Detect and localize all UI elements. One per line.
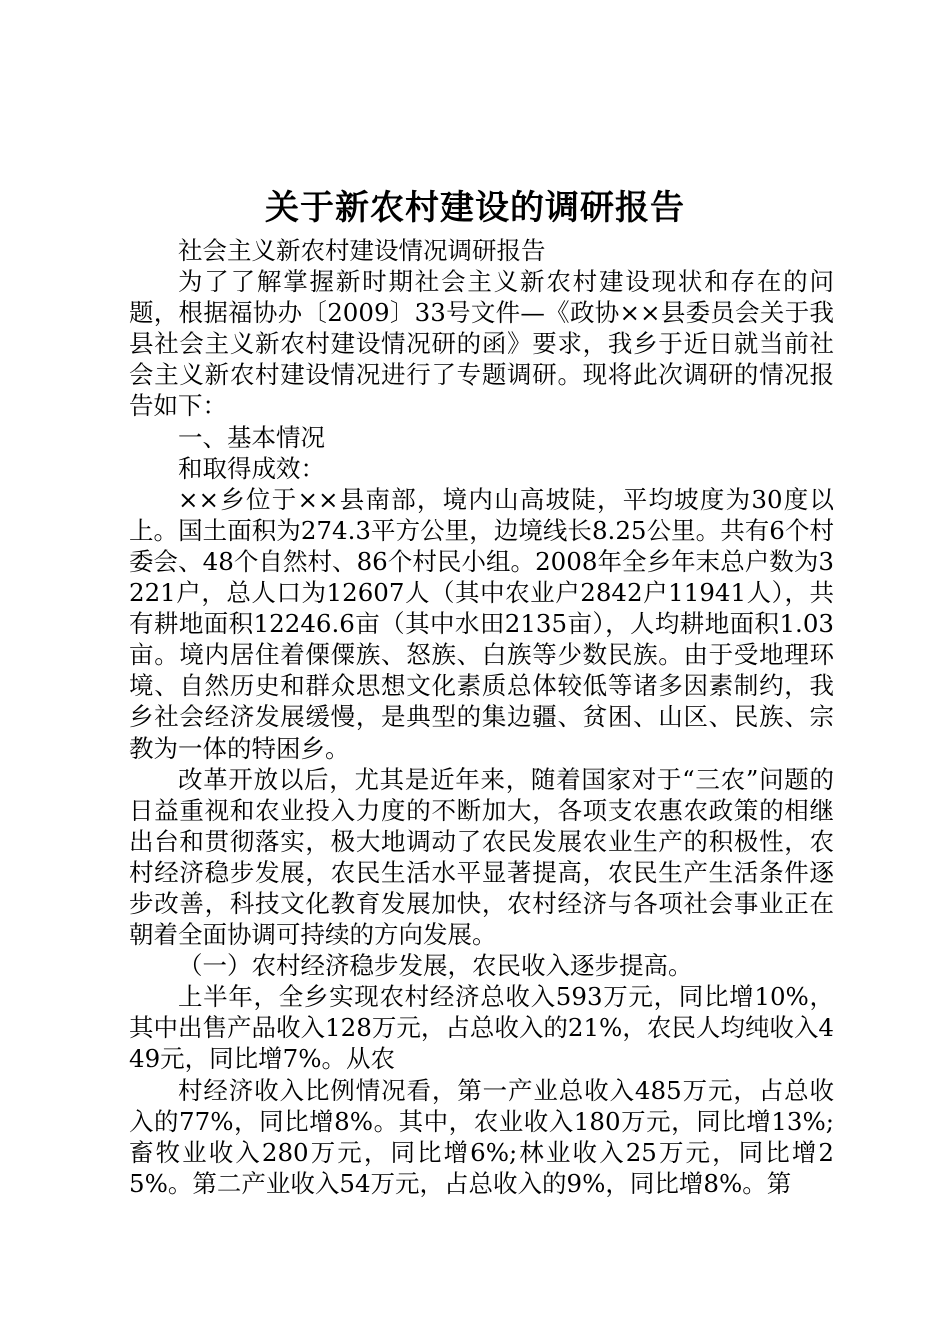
- subsection-heading-economy: （一）农村经济稳步发展，农民收入逐步提高。: [178, 951, 693, 981]
- document-title: 关于新农村建设的调研报告: [265, 188, 685, 228]
- paragraph-income-structure: 村经济收入比例情况看，第一产业总收入485万元，占总收入的77%，同比增8%。其中，农业收入180万元，同比增13%;畜牧业收入280万元，同比增6%;林业收入25万元，同比增25%。第二产业收入54万元，占总收入的9%，同比增8%。第: [129, 1075, 834, 1198]
- paragraph-intro: 为了了解掌握新时期社会主义新农村建设现状和存在的问题，根据福协办〔2009〕33号文件—《政协××县委员会关于我县社会主义新农村建设情况研的函》要求，我乡于近日就当前社会主义新农村建设情况进行了专题调研。现将此次调研的情况报告如下：: [129, 267, 834, 421]
- document-body: [129, 235, 834, 1199]
- paragraph-subtitle: 社会主义新农村建设情况调研报告: [178, 236, 546, 265]
- paragraph-township-overview: ××乡位于××县南部，境内山高坡陡，平均坡度为30度以上。国土面积为274.3平方公里，边境线长8.25公里。共有6个村委会、48个自然村、86个村民小组。2008年全乡年末总户数为3221户，总人口为12607人（其中农业户2842户11941人），共有耕地面积12246.6亩（其中水田2135亩），人均耕地面积1.03亩。境内居住着傈僳族、怒族、白族等少数民族。由于受地理环境、自然历史和群众思想文化素质总体较低等诸多因素制约，我乡社会经济发展缓慢，是典型的集边疆、贫困、山区、民族、宗教为一体的特困乡。: [129, 484, 834, 763]
- section-heading-basic-situation: 一、基本情况: [178, 422, 325, 452]
- paragraph-reform-development: 改革开放以后，尤其是近年来，随着国家对于“三农”问题的日益重视和农业投入力度的不断加大，各项支农惠农政策的相继出台和贯彻落实，极大地调动了农民发展农业生产的积极性，农村经济稳步发展，农民生活水平显著提高，农民生产生活条件逐步改善，科技文化教育发展加快，农村经济与各项社会事业正在朝着全面协调可持续的方向发展。: [129, 764, 834, 950]
- paragraph-achievements-lead: 和取得成效：: [178, 453, 325, 483]
- paragraph-first-half-income: 上半年，全乡实现农村经济总收入593万元，同比增10%，其中出售产品收入128万元，占总收入的21%，农民人均纯收入449元，同比增7%。从农: [129, 982, 834, 1074]
